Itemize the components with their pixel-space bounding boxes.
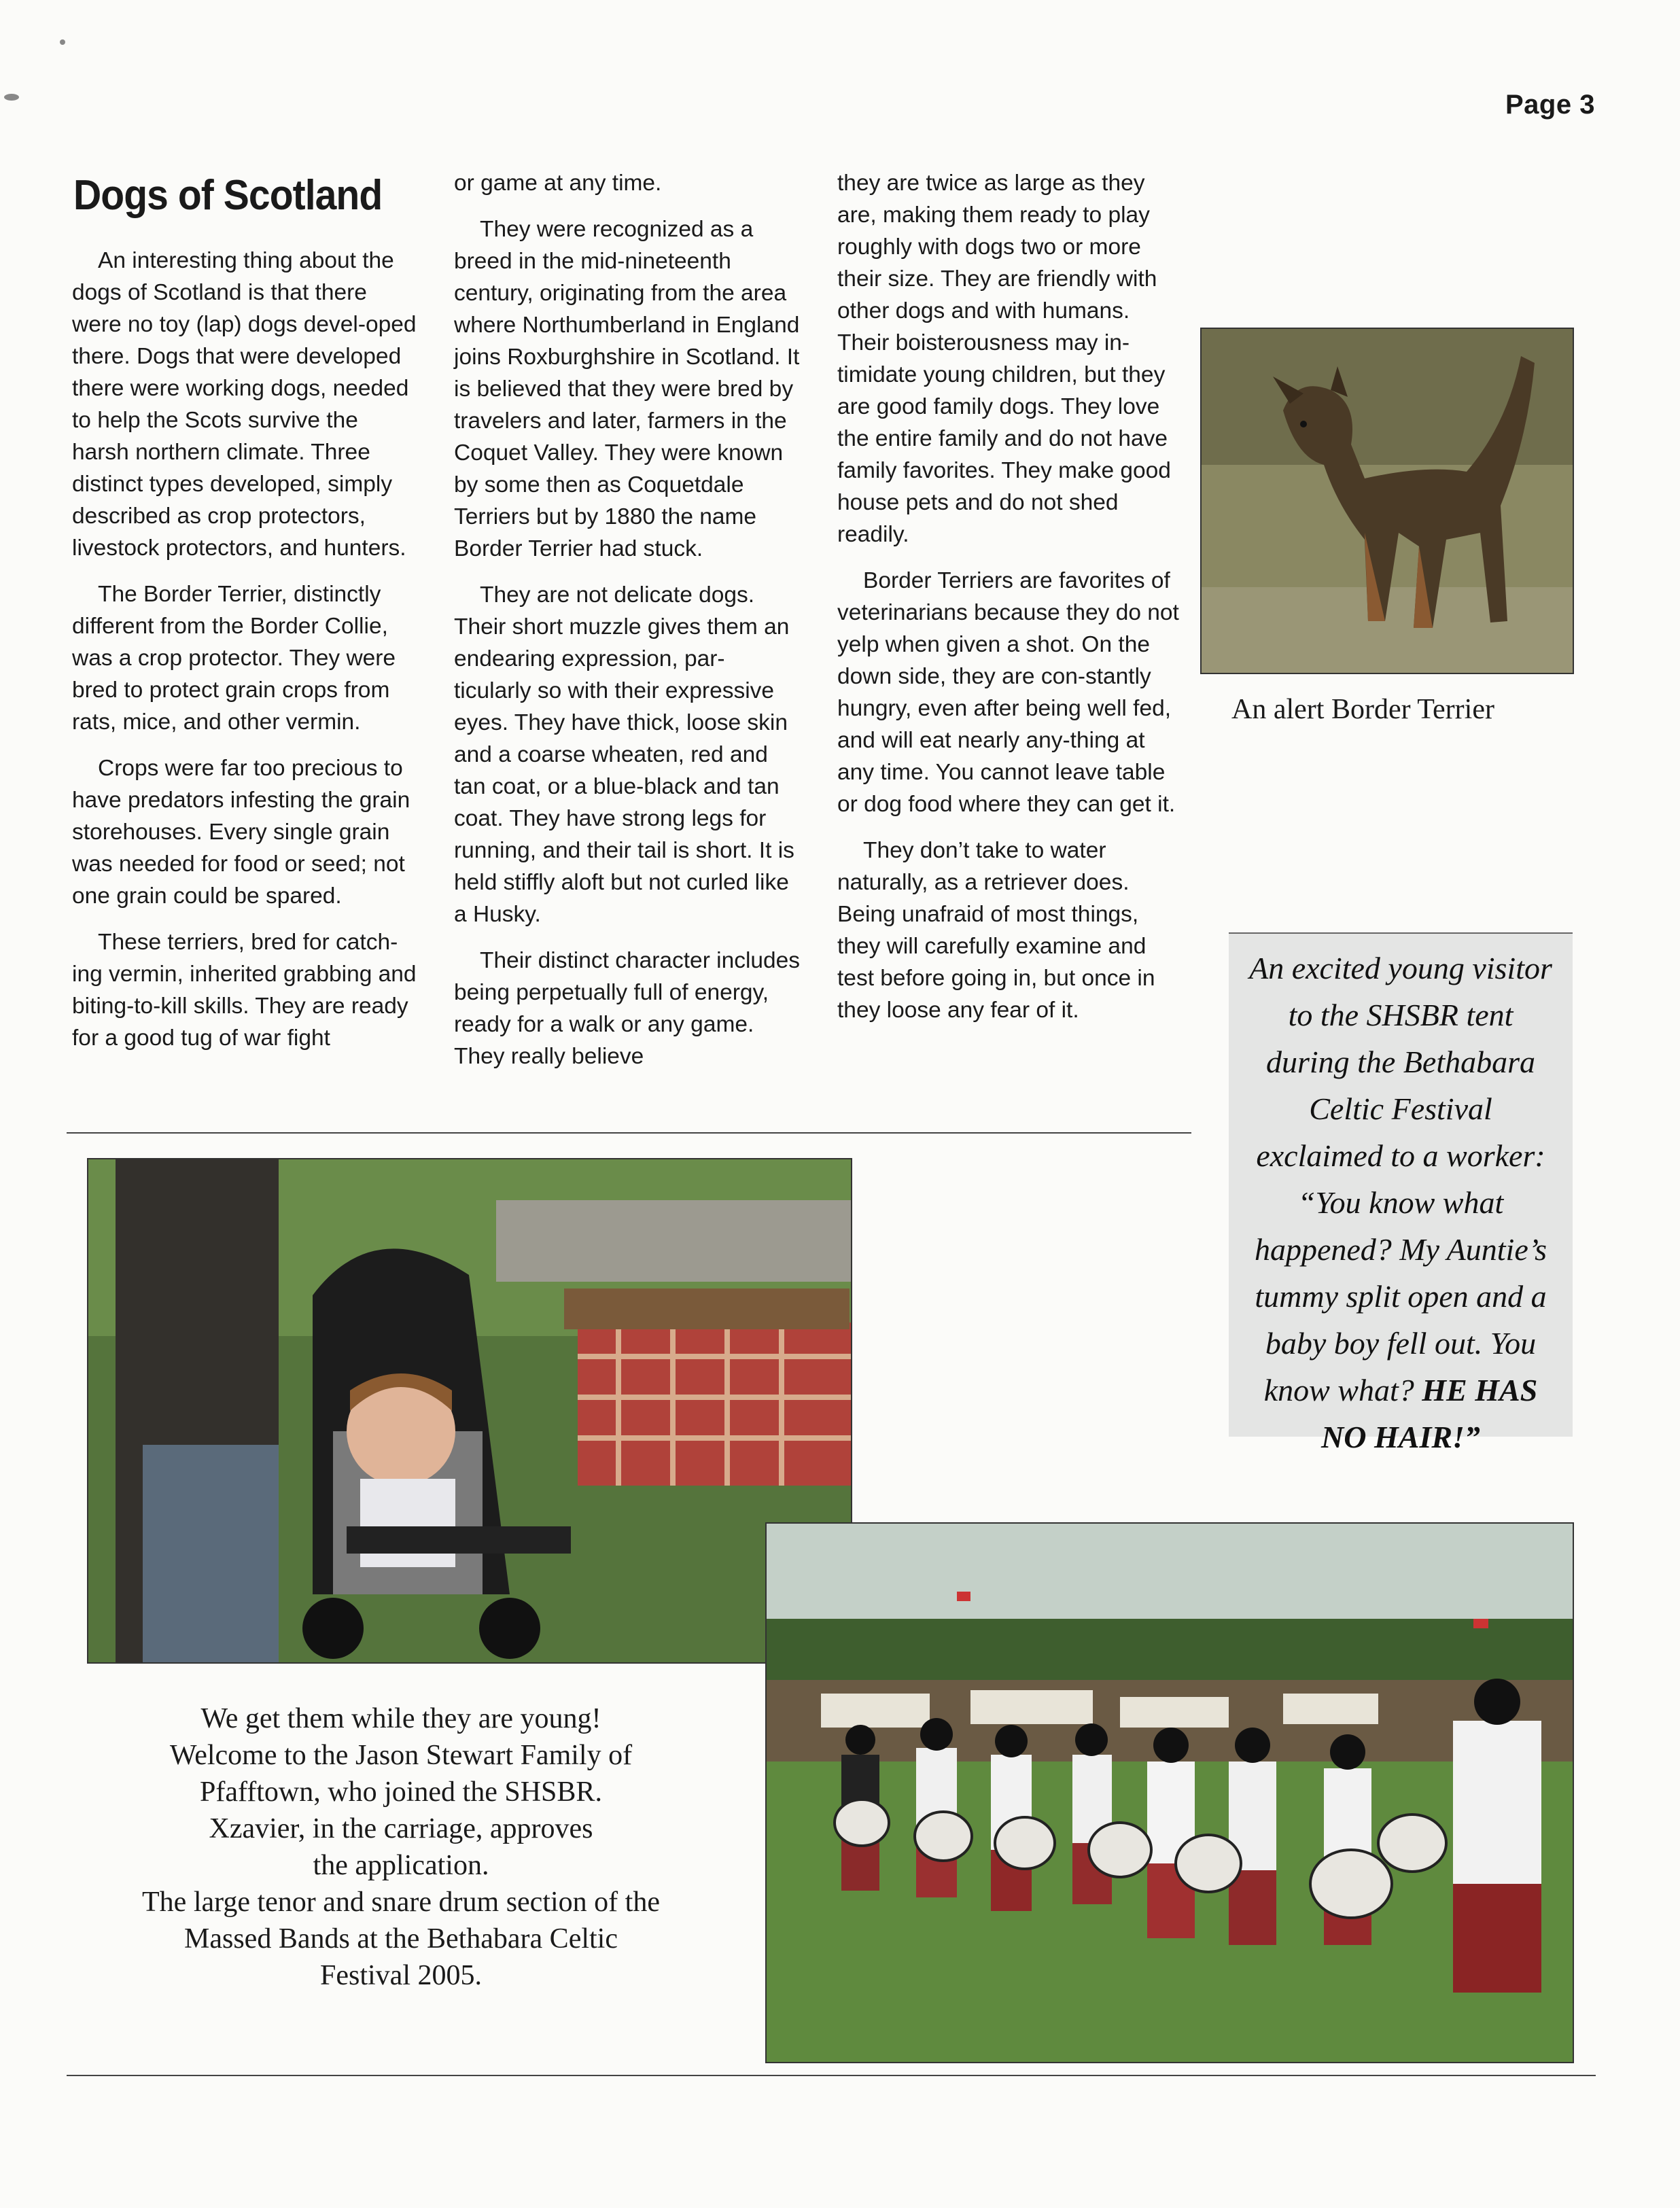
caption-line: The large tenor and snare drum section of the	[142, 1887, 660, 1918]
article-column-1	[72, 245, 420, 1068]
page-number: Page 3	[1505, 90, 1595, 120]
paragraph: they are twice as large as they are, making them ready to play roughly with dogs two or more their size. They are friendly with other dogs and with humans. Their boisterousness may in-timidate young children, but they are good family dogs. They love the entire family and do not have family favorites. They make good house pets and do not shed readily.	[837, 171, 1171, 547]
article-title: Dogs of Scotland	[73, 172, 383, 219]
caption-line: Massed Bands at the Bethabara Celtic	[184, 1923, 618, 1955]
paragraph: They are not delicate dogs. Their short muzzle gives them an endearing expression, par-ticularly so with their expressive eyes. They have thick, loose skin and a coarse wheaten, red and tan coat, or a blue-black and tan coat. They have strong legs for running, and their tail is short. It is held stiffly aloft but not curled like a Husky.	[454, 582, 794, 927]
paragraph: They don’t take to water naturally, as a retriever does. Being unafraid of most things, they will carefully examine and test before going in, but once in they loose any fear of it.	[837, 838, 1155, 1023]
article-column-3	[837, 167, 1185, 1040]
massed-bands-photo	[765, 1522, 1574, 2063]
article-column-2	[454, 167, 802, 1087]
border-terrier-photo	[1200, 328, 1574, 674]
quote-emphasis: HE HAS NO HAIR!”	[1321, 1373, 1538, 1454]
section-divider	[67, 1132, 1191, 1134]
quote-sidebar	[1229, 932, 1573, 1454]
paragraph: These terriers, bred for catch-ing vermin, inherited grabbing and biting-to-kill skills. They are ready for a good tug of war fight	[72, 930, 417, 1051]
dog-illustration	[1202, 329, 1573, 673]
paragraph: or game at any time.	[454, 171, 662, 196]
stroller-photo	[87, 1158, 852, 1664]
quote-body: An excited young visitor to the SHSBR tent during the Bethabara Celtic Festival exclaimed to a worker: “You know what happened? My Auntie’s tummy split open and a baby boy fell out. You know what?	[1249, 951, 1552, 1407]
paragraph: They were recognized as a breed in the mid-nineteenth century, originating from the area where Northumberland in England joins Roxburghshire in Scotland. It is believed that they were bred by travelers and later, farmers in the Coquet Valley. They were known by some then as Coquetdale Terriers but by 1880 the name Border Terrier had stuck.	[454, 217, 800, 561]
band-illustration	[767, 1524, 1573, 2062]
caption-line: the application.	[313, 1850, 489, 1881]
caption-line: Xzavier, in the carriage, approves	[209, 1813, 593, 1844]
scan-mark	[60, 39, 65, 45]
paragraph: An interesting thing about the dogs of Scotland is that there were no toy (lap) dogs devel-oped there. Dogs that were developed there were working dogs, needed to help the Scots survive the harsh northern climate. Three distinct types developed, simply described as crop protectors, livestock protectors, and hunters.	[72, 248, 417, 561]
photo-caption	[82, 1700, 720, 1994]
paragraph: The Border Terrier, distinctly different from the Border Collie, was a crop protector. They were bred to protect grain crops from rats, mice, and other vermin.	[72, 582, 396, 735]
quote-text	[1229, 934, 1573, 1471]
caption-line: Festival 2005.	[320, 1960, 482, 1991]
paragraph: Border Terriers are favorites of veterinarians because they do not yelp when given a shot. On the down side, they are con-stantly hungry, even after being well fed, and will eat nearly any-thing at any time. You cannot leave table or dog food where they can get it.	[837, 568, 1179, 817]
paragraph: Crops were far too precious to have predators infesting the grain storehouses. Every single grain was needed for food or seed; not one grain could be spared.	[72, 756, 410, 909]
caption-line: Welcome to the Jason Stewart Family of	[169, 1740, 633, 1771]
dog-photo-caption: An alert Border Terrier	[1231, 694, 1494, 725]
stroller-illustration	[88, 1159, 851, 1662]
scan-mark	[4, 94, 19, 101]
caption-line: Pfafftown, who joined the SHSBR.	[200, 1776, 602, 1808]
paragraph: Their distinct character includes being perpetually full of energy, ready for a walk or any game. They really believe	[454, 948, 801, 1069]
footer-divider	[67, 2075, 1596, 2076]
caption-line: We get them while they are young!	[200, 1703, 601, 1734]
